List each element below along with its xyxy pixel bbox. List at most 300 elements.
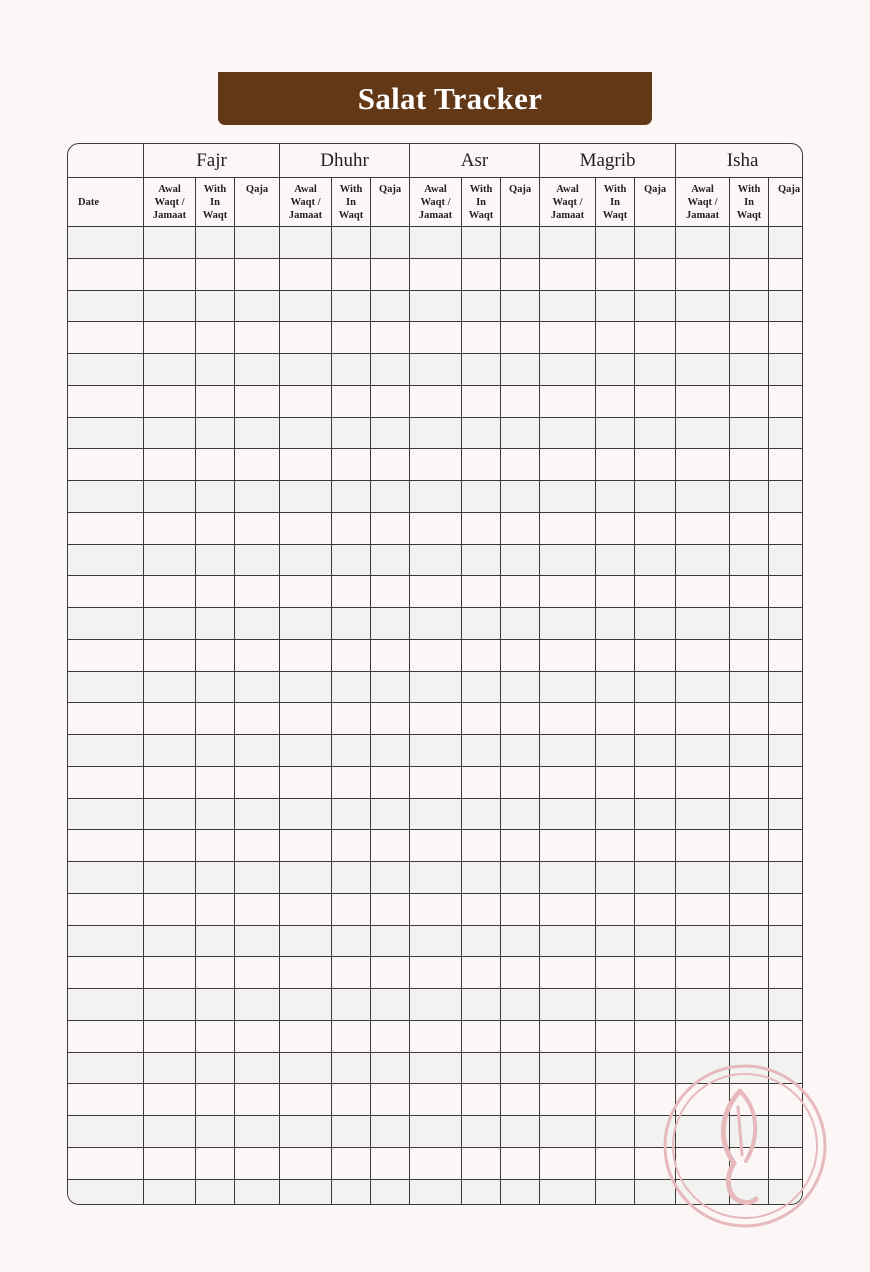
tracker-cell[interactable] — [196, 735, 235, 767]
date-cell[interactable] — [68, 893, 144, 925]
tracker-cell[interactable] — [676, 1179, 730, 1205]
tracker-cell[interactable] — [410, 893, 462, 925]
tracker-cell[interactable] — [371, 258, 410, 290]
tracker-cell[interactable] — [501, 639, 540, 671]
date-cell[interactable] — [68, 512, 144, 544]
tracker-cell[interactable] — [371, 766, 410, 798]
date-cell[interactable] — [68, 798, 144, 830]
tracker-cell[interactable] — [769, 608, 803, 640]
tracker-cell[interactable] — [462, 1116, 501, 1148]
tracker-cell[interactable] — [730, 258, 769, 290]
date-cell[interactable] — [68, 1020, 144, 1052]
tracker-cell[interactable] — [371, 862, 410, 894]
tracker-cell[interactable] — [769, 417, 803, 449]
tracker-cell[interactable] — [501, 862, 540, 894]
tracker-cell[interactable] — [730, 417, 769, 449]
tracker-cell[interactable] — [235, 1084, 280, 1116]
date-cell[interactable] — [68, 258, 144, 290]
tracker-cell[interactable] — [371, 512, 410, 544]
tracker-cell[interactable] — [676, 766, 730, 798]
tracker-cell[interactable] — [144, 258, 196, 290]
date-cell[interactable] — [68, 417, 144, 449]
tracker-cell[interactable] — [501, 798, 540, 830]
tracker-cell[interactable] — [676, 798, 730, 830]
tracker-cell[interactable] — [196, 862, 235, 894]
tracker-cell[interactable] — [596, 608, 635, 640]
tracker-cell[interactable] — [635, 449, 676, 481]
tracker-cell[interactable] — [332, 671, 371, 703]
tracker-cell[interactable] — [332, 1020, 371, 1052]
tracker-cell[interactable] — [280, 1116, 332, 1148]
tracker-cell[interactable] — [235, 1052, 280, 1084]
tracker-cell[interactable] — [196, 258, 235, 290]
tracker-cell[interactable] — [332, 417, 371, 449]
tracker-cell[interactable] — [196, 830, 235, 862]
tracker-cell[interactable] — [769, 449, 803, 481]
tracker-cell[interactable] — [144, 512, 196, 544]
tracker-cell[interactable] — [676, 703, 730, 735]
tracker-cell[interactable] — [540, 957, 596, 989]
tracker-cell[interactable] — [540, 385, 596, 417]
tracker-cell[interactable] — [235, 703, 280, 735]
tracker-cell[interactable] — [410, 417, 462, 449]
tracker-cell[interactable] — [371, 893, 410, 925]
tracker-cell[interactable] — [676, 989, 730, 1021]
tracker-cell[interactable] — [540, 1084, 596, 1116]
tracker-cell[interactable] — [144, 1020, 196, 1052]
tracker-cell[interactable] — [462, 258, 501, 290]
tracker-cell[interactable] — [410, 703, 462, 735]
tracker-cell[interactable] — [332, 925, 371, 957]
tracker-cell[interactable] — [540, 608, 596, 640]
tracker-cell[interactable] — [462, 608, 501, 640]
tracker-cell[interactable] — [540, 417, 596, 449]
tracker-cell[interactable] — [596, 290, 635, 322]
tracker-cell[interactable] — [540, 290, 596, 322]
tracker-cell[interactable] — [501, 322, 540, 354]
tracker-cell[interactable] — [235, 544, 280, 576]
tracker-cell[interactable] — [635, 322, 676, 354]
tracker-cell[interactable] — [769, 639, 803, 671]
tracker-cell[interactable] — [410, 1084, 462, 1116]
tracker-cell[interactable] — [730, 1020, 769, 1052]
tracker-cell[interactable] — [371, 925, 410, 957]
tracker-cell[interactable] — [540, 227, 596, 259]
tracker-cell[interactable] — [769, 1179, 803, 1205]
tracker-cell[interactable] — [462, 385, 501, 417]
tracker-cell[interactable] — [196, 1179, 235, 1205]
tracker-cell[interactable] — [540, 703, 596, 735]
tracker-cell[interactable] — [332, 1052, 371, 1084]
tracker-cell[interactable] — [540, 671, 596, 703]
tracker-cell[interactable] — [501, 512, 540, 544]
tracker-cell[interactable] — [462, 830, 501, 862]
tracker-cell[interactable] — [280, 735, 332, 767]
tracker-cell[interactable] — [332, 957, 371, 989]
tracker-cell[interactable] — [462, 481, 501, 513]
tracker-cell[interactable] — [596, 1020, 635, 1052]
tracker-cell[interactable] — [769, 957, 803, 989]
tracker-cell[interactable] — [596, 227, 635, 259]
tracker-cell[interactable] — [635, 608, 676, 640]
tracker-cell[interactable] — [635, 1020, 676, 1052]
tracker-cell[interactable] — [730, 735, 769, 767]
tracker-cell[interactable] — [371, 385, 410, 417]
tracker-cell[interactable] — [144, 1147, 196, 1179]
tracker-cell[interactable] — [730, 1116, 769, 1148]
tracker-cell[interactable] — [730, 1084, 769, 1116]
tracker-cell[interactable] — [371, 639, 410, 671]
tracker-cell[interactable] — [144, 735, 196, 767]
tracker-cell[interactable] — [501, 354, 540, 386]
tracker-cell[interactable] — [280, 544, 332, 576]
tracker-cell[interactable] — [540, 512, 596, 544]
tracker-cell[interactable] — [462, 989, 501, 1021]
tracker-cell[interactable] — [769, 290, 803, 322]
tracker-cell[interactable] — [235, 957, 280, 989]
tracker-cell[interactable] — [332, 862, 371, 894]
tracker-cell[interactable] — [280, 798, 332, 830]
tracker-cell[interactable] — [676, 417, 730, 449]
tracker-cell[interactable] — [635, 544, 676, 576]
tracker-cell[interactable] — [332, 735, 371, 767]
tracker-cell[interactable] — [501, 893, 540, 925]
tracker-cell[interactable] — [144, 322, 196, 354]
tracker-cell[interactable] — [410, 576, 462, 608]
tracker-cell[interactable] — [501, 227, 540, 259]
tracker-cell[interactable] — [769, 544, 803, 576]
tracker-cell[interactable] — [280, 893, 332, 925]
tracker-cell[interactable] — [410, 671, 462, 703]
tracker-cell[interactable] — [676, 290, 730, 322]
tracker-cell[interactable] — [332, 512, 371, 544]
tracker-cell[interactable] — [371, 735, 410, 767]
tracker-cell[interactable] — [769, 925, 803, 957]
tracker-cell[interactable] — [769, 798, 803, 830]
date-cell[interactable] — [68, 1179, 144, 1205]
tracker-cell[interactable] — [676, 258, 730, 290]
tracker-cell[interactable] — [332, 449, 371, 481]
tracker-cell[interactable] — [676, 957, 730, 989]
tracker-cell[interactable] — [730, 957, 769, 989]
tracker-cell[interactable] — [280, 576, 332, 608]
tracker-cell[interactable] — [501, 925, 540, 957]
tracker-cell[interactable] — [196, 957, 235, 989]
tracker-cell[interactable] — [280, 1147, 332, 1179]
tracker-cell[interactable] — [371, 449, 410, 481]
tracker-cell[interactable] — [280, 290, 332, 322]
tracker-cell[interactable] — [676, 862, 730, 894]
date-cell[interactable] — [68, 989, 144, 1021]
date-cell[interactable] — [68, 957, 144, 989]
date-cell[interactable] — [68, 639, 144, 671]
tracker-cell[interactable] — [410, 354, 462, 386]
tracker-cell[interactable] — [540, 1179, 596, 1205]
tracker-cell[interactable] — [144, 830, 196, 862]
tracker-cell[interactable] — [462, 1020, 501, 1052]
tracker-cell[interactable] — [235, 449, 280, 481]
date-cell[interactable] — [68, 862, 144, 894]
tracker-cell[interactable] — [676, 1116, 730, 1148]
tracker-cell[interactable] — [235, 354, 280, 386]
tracker-cell[interactable] — [235, 608, 280, 640]
tracker-cell[interactable] — [540, 830, 596, 862]
tracker-cell[interactable] — [540, 862, 596, 894]
tracker-cell[interactable] — [730, 703, 769, 735]
tracker-cell[interactable] — [371, 830, 410, 862]
tracker-cell[interactable] — [410, 512, 462, 544]
tracker-cell[interactable] — [144, 417, 196, 449]
tracker-cell[interactable] — [635, 1116, 676, 1148]
tracker-cell[interactable] — [676, 671, 730, 703]
tracker-cell[interactable] — [501, 703, 540, 735]
tracker-cell[interactable] — [462, 703, 501, 735]
tracker-cell[interactable] — [596, 798, 635, 830]
tracker-cell[interactable] — [280, 766, 332, 798]
tracker-cell[interactable] — [596, 1116, 635, 1148]
tracker-cell[interactable] — [235, 290, 280, 322]
tracker-cell[interactable] — [676, 1052, 730, 1084]
tracker-cell[interactable] — [280, 957, 332, 989]
tracker-cell[interactable] — [196, 512, 235, 544]
tracker-cell[interactable] — [196, 989, 235, 1021]
tracker-cell[interactable] — [410, 1052, 462, 1084]
tracker-cell[interactable] — [501, 481, 540, 513]
tracker-cell[interactable] — [332, 1179, 371, 1205]
tracker-cell[interactable] — [196, 608, 235, 640]
tracker-cell[interactable] — [635, 862, 676, 894]
tracker-cell[interactable] — [332, 544, 371, 576]
tracker-cell[interactable] — [540, 1020, 596, 1052]
tracker-cell[interactable] — [730, 227, 769, 259]
tracker-cell[interactable] — [144, 608, 196, 640]
tracker-cell[interactable] — [730, 354, 769, 386]
tracker-cell[interactable] — [501, 1179, 540, 1205]
tracker-cell[interactable] — [635, 417, 676, 449]
tracker-cell[interactable] — [501, 608, 540, 640]
tracker-cell[interactable] — [730, 544, 769, 576]
tracker-cell[interactable] — [144, 766, 196, 798]
date-cell[interactable] — [68, 449, 144, 481]
tracker-cell[interactable] — [596, 893, 635, 925]
tracker-cell[interactable] — [410, 544, 462, 576]
tracker-cell[interactable] — [280, 322, 332, 354]
tracker-cell[interactable] — [540, 1116, 596, 1148]
tracker-cell[interactable] — [596, 1179, 635, 1205]
tracker-cell[interactable] — [371, 1084, 410, 1116]
tracker-cell[interactable] — [462, 766, 501, 798]
tracker-cell[interactable] — [635, 481, 676, 513]
date-cell[interactable] — [68, 766, 144, 798]
tracker-cell[interactable] — [501, 258, 540, 290]
tracker-cell[interactable] — [144, 227, 196, 259]
tracker-cell[interactable] — [371, 576, 410, 608]
tracker-cell[interactable] — [635, 354, 676, 386]
tracker-cell[interactable] — [332, 766, 371, 798]
date-cell[interactable] — [68, 322, 144, 354]
tracker-cell[interactable] — [462, 957, 501, 989]
tracker-cell[interactable] — [144, 671, 196, 703]
tracker-cell[interactable] — [769, 354, 803, 386]
tracker-cell[interactable] — [235, 925, 280, 957]
tracker-cell[interactable] — [332, 639, 371, 671]
tracker-cell[interactable] — [501, 1116, 540, 1148]
tracker-cell[interactable] — [596, 925, 635, 957]
tracker-cell[interactable] — [410, 322, 462, 354]
tracker-cell[interactable] — [196, 290, 235, 322]
tracker-cell[interactable] — [462, 354, 501, 386]
tracker-cell[interactable] — [462, 544, 501, 576]
tracker-cell[interactable] — [596, 417, 635, 449]
tracker-cell[interactable] — [540, 258, 596, 290]
tracker-cell[interactable] — [196, 1084, 235, 1116]
tracker-cell[interactable] — [410, 385, 462, 417]
tracker-cell[interactable] — [462, 862, 501, 894]
tracker-cell[interactable] — [235, 512, 280, 544]
tracker-cell[interactable] — [596, 830, 635, 862]
tracker-cell[interactable] — [635, 1084, 676, 1116]
tracker-cell[interactable] — [371, 989, 410, 1021]
tracker-cell[interactable] — [280, 1084, 332, 1116]
tracker-cell[interactable] — [280, 385, 332, 417]
tracker-cell[interactable] — [144, 989, 196, 1021]
tracker-cell[interactable] — [462, 671, 501, 703]
tracker-cell[interactable] — [196, 417, 235, 449]
tracker-cell[interactable] — [676, 576, 730, 608]
tracker-cell[interactable] — [676, 893, 730, 925]
tracker-cell[interactable] — [596, 862, 635, 894]
date-cell[interactable] — [68, 481, 144, 513]
tracker-cell[interactable] — [769, 830, 803, 862]
tracker-cell[interactable] — [280, 830, 332, 862]
tracker-cell[interactable] — [462, 735, 501, 767]
tracker-cell[interactable] — [280, 925, 332, 957]
tracker-cell[interactable] — [410, 798, 462, 830]
tracker-cell[interactable] — [635, 989, 676, 1021]
tracker-cell[interactable] — [676, 481, 730, 513]
tracker-cell[interactable] — [676, 322, 730, 354]
tracker-cell[interactable] — [235, 893, 280, 925]
tracker-cell[interactable] — [635, 735, 676, 767]
tracker-cell[interactable] — [196, 576, 235, 608]
tracker-cell[interactable] — [676, 512, 730, 544]
date-cell[interactable] — [68, 354, 144, 386]
tracker-cell[interactable] — [280, 1052, 332, 1084]
tracker-cell[interactable] — [635, 893, 676, 925]
tracker-cell[interactable] — [462, 1179, 501, 1205]
tracker-cell[interactable] — [235, 639, 280, 671]
tracker-cell[interactable] — [410, 449, 462, 481]
tracker-cell[interactable] — [596, 766, 635, 798]
tracker-cell[interactable] — [540, 322, 596, 354]
tracker-cell[interactable] — [410, 735, 462, 767]
tracker-cell[interactable] — [730, 512, 769, 544]
tracker-cell[interactable] — [769, 481, 803, 513]
tracker-cell[interactable] — [462, 417, 501, 449]
date-cell[interactable] — [68, 703, 144, 735]
tracker-cell[interactable] — [501, 385, 540, 417]
tracker-cell[interactable] — [371, 354, 410, 386]
tracker-cell[interactable] — [501, 766, 540, 798]
tracker-cell[interactable] — [676, 354, 730, 386]
tracker-cell[interactable] — [769, 227, 803, 259]
tracker-cell[interactable] — [501, 671, 540, 703]
tracker-cell[interactable] — [371, 290, 410, 322]
tracker-cell[interactable] — [501, 1084, 540, 1116]
tracker-cell[interactable] — [769, 671, 803, 703]
tracker-cell[interactable] — [501, 1147, 540, 1179]
tracker-cell[interactable] — [730, 481, 769, 513]
tracker-cell[interactable] — [144, 893, 196, 925]
tracker-cell[interactable] — [196, 1116, 235, 1148]
tracker-cell[interactable] — [596, 354, 635, 386]
tracker-cell[interactable] — [635, 512, 676, 544]
tracker-cell[interactable] — [769, 258, 803, 290]
tracker-cell[interactable] — [676, 639, 730, 671]
tracker-cell[interactable] — [596, 449, 635, 481]
tracker-cell[interactable] — [144, 798, 196, 830]
tracker-cell[interactable] — [144, 1179, 196, 1205]
tracker-cell[interactable] — [462, 1052, 501, 1084]
tracker-cell[interactable] — [196, 481, 235, 513]
tracker-cell[interactable] — [371, 1179, 410, 1205]
tracker-cell[interactable] — [280, 227, 332, 259]
tracker-cell[interactable] — [540, 925, 596, 957]
tracker-cell[interactable] — [635, 671, 676, 703]
tracker-cell[interactable] — [635, 925, 676, 957]
tracker-cell[interactable] — [196, 703, 235, 735]
tracker-cell[interactable] — [410, 989, 462, 1021]
tracker-cell[interactable] — [676, 227, 730, 259]
tracker-cell[interactable] — [462, 1147, 501, 1179]
tracker-cell[interactable] — [596, 258, 635, 290]
tracker-cell[interactable] — [501, 957, 540, 989]
tracker-cell[interactable] — [144, 925, 196, 957]
tracker-cell[interactable] — [501, 1020, 540, 1052]
tracker-cell[interactable] — [676, 544, 730, 576]
tracker-cell[interactable] — [235, 766, 280, 798]
tracker-cell[interactable] — [280, 703, 332, 735]
tracker-cell[interactable] — [196, 671, 235, 703]
tracker-cell[interactable] — [235, 258, 280, 290]
tracker-cell[interactable] — [332, 703, 371, 735]
tracker-cell[interactable] — [540, 1147, 596, 1179]
tracker-cell[interactable] — [730, 862, 769, 894]
tracker-cell[interactable] — [332, 385, 371, 417]
tracker-cell[interactable] — [280, 1179, 332, 1205]
date-cell[interactable] — [68, 576, 144, 608]
tracker-cell[interactable] — [730, 798, 769, 830]
date-cell[interactable] — [68, 925, 144, 957]
tracker-cell[interactable] — [540, 1052, 596, 1084]
tracker-cell[interactable] — [730, 1147, 769, 1179]
tracker-cell[interactable] — [540, 354, 596, 386]
tracker-cell[interactable] — [332, 989, 371, 1021]
tracker-cell[interactable] — [676, 385, 730, 417]
tracker-cell[interactable] — [371, 703, 410, 735]
tracker-cell[interactable] — [462, 925, 501, 957]
tracker-cell[interactable] — [676, 1020, 730, 1052]
tracker-cell[interactable] — [332, 322, 371, 354]
tracker-cell[interactable] — [769, 576, 803, 608]
tracker-cell[interactable] — [730, 639, 769, 671]
date-cell[interactable] — [68, 1147, 144, 1179]
tracker-cell[interactable] — [676, 1147, 730, 1179]
tracker-cell[interactable] — [410, 925, 462, 957]
date-cell[interactable] — [68, 608, 144, 640]
tracker-cell[interactable] — [196, 354, 235, 386]
tracker-cell[interactable] — [235, 989, 280, 1021]
